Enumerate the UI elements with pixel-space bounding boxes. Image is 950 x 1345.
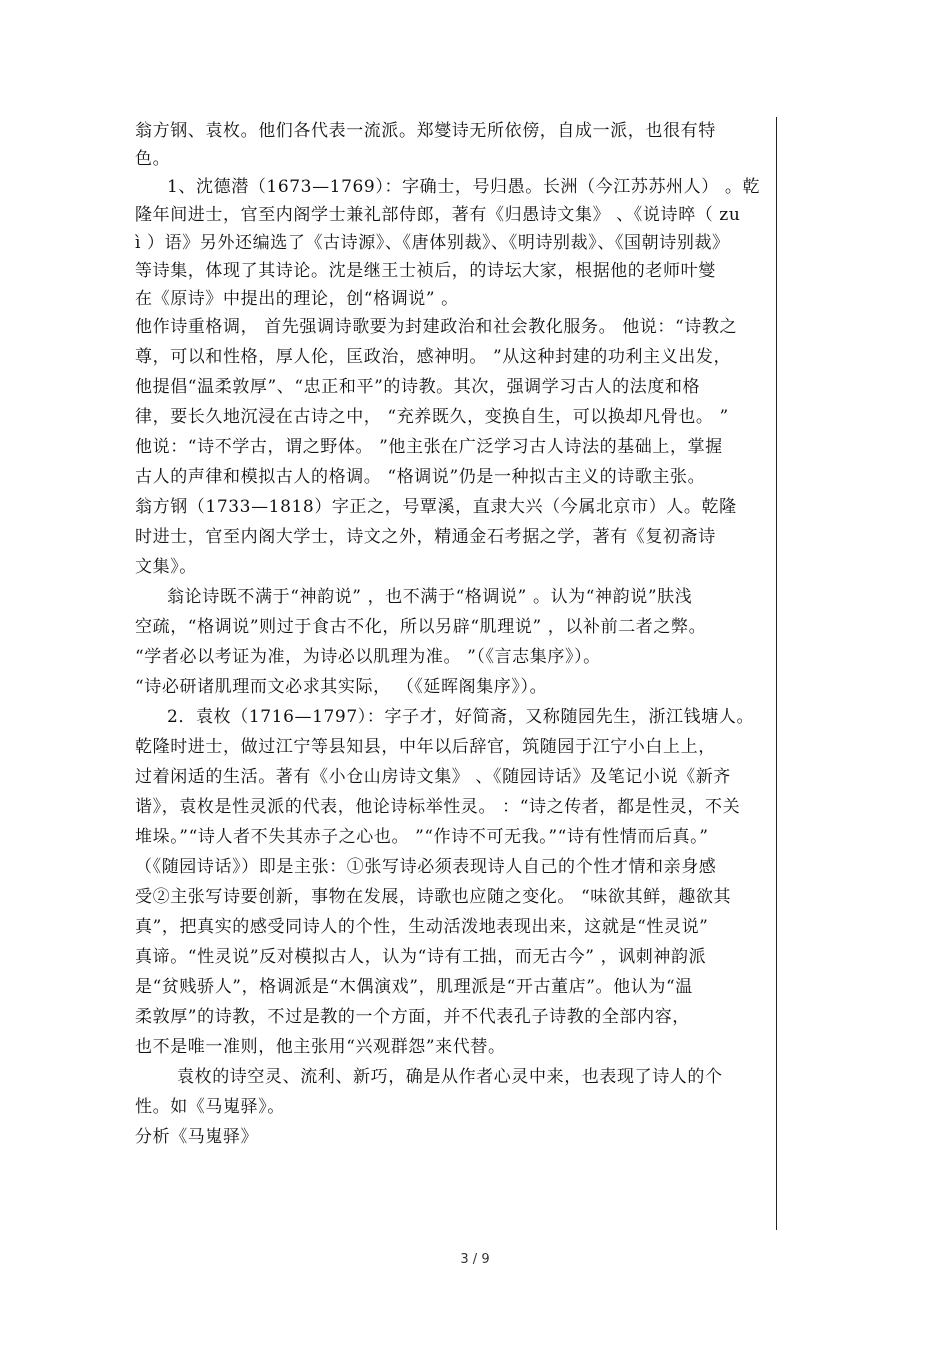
text-line: 色。: [135, 149, 171, 169]
text-line: 律，要长久地沉浸在古诗之中， “充养既久，变换自生，可以换却凡骨也。 ”: [135, 407, 729, 427]
text-line: 也不是唯一准则，他主张用“兴观群怨”来代替。: [135, 1037, 506, 1057]
text-line: 柔敦厚”的诗教，不过是教的一个方面，并不代表孔子诗教的全部内容，: [135, 1007, 690, 1027]
text-line: （《随园诗话》）即是主张：①张写诗必须表现诗人自己的个性才情和亲身感: [135, 857, 717, 877]
text-line: “学者必以考证为准，为诗必以肌理为准。 ”（《言志集序》）。: [135, 647, 601, 667]
text-line: 谐》，袁枚是性灵派的代表，他论诗标举性灵。 ：“诗之传者，都是性灵，不关: [135, 797, 741, 817]
text-line: 翁方钢、袁枚。他们各代表一流派。郑燮诗无所依傍，自成一派，也很有特: [135, 121, 716, 141]
text-line: ì ）语》另外还编选了《古诗源》、《唐体别裁》、《明诗别裁》、《国朝诗别裁》: [135, 233, 730, 253]
text-line: 他提倡“温柔敦厚”、“忠正和平”的诗教。其次，强调学习古人的法度和格: [135, 377, 701, 397]
text-line: 2．袁枚（1716—1797）：字子才，好简斋，又称随园先生，浙江钱塘人。: [167, 707, 755, 727]
text-line: “诗必研诸肌理而文必求其实际， （《延晖阁集序》）。: [135, 677, 548, 697]
text-line: 空疏，“格调说”则过于食古不化，所以另辟“肌理说” ，以补前二者之弊。: [135, 617, 707, 637]
text-line: 等诗集，体现了其诗论。沈是继王士祯后，的诗坛大家，根据他的老师叶燮: [135, 261, 716, 281]
text-line: 过着闲适的生活。著有《小仓山房诗文集》 、《随园诗话》及笔记小说《新齐: [135, 767, 731, 787]
text-line: 真”，把真实的感受同诗人的个性，生动活泼地表现出来，这就是“性灵说”: [135, 917, 709, 937]
text-line: 性。如《马嵬驿》。: [135, 1097, 285, 1117]
text-line: 文集》。: [135, 557, 197, 577]
text-line: 真谛。“性灵说”反对模拟古人，认为“诗有工拙，而无古今” ，讽刺神韵派: [135, 947, 707, 967]
text-line: 尊，可以和性格，厚人伦，匡政治，感神明。 ”从这种封建的功利主义出发，: [135, 347, 732, 367]
page-number: 3 / 9: [460, 1252, 490, 1267]
text-line: 受②主张写诗要创新，事物在发展，诗歌也应随之变化。 “味欲其鲜，趣欲其: [135, 887, 732, 907]
text-line: 翁方钢（1733—1818）字正之，号覃溪，直隶大兴（今属北京市）人。乾隆: [135, 497, 737, 517]
text-line: 隆年间进士，官至内阁学士兼礼部侍郎，著有《归愚诗文集》 、《说诗晬（ zu: [135, 205, 741, 225]
text-line: 他说：“诗不学古，谓之野体。 ”他主张在广泛学习古人诗法的基础上，掌握: [135, 437, 723, 457]
text-line: 他作诗重格调， 首先强调诗歌要为封建政治和社会教化服务。 他说：“诗教之: [135, 317, 738, 337]
text-line: 翁论诗既不满于“神韵说” ，也不满于“格调说” 。认为“神韵说”肤浅: [167, 587, 693, 607]
text-line: 是“贫贱骄人”，格调派是“木偶演戏”，肌理派是“开古董店”。他认为“温: [135, 977, 693, 997]
text-line: 乾隆时进士，做过江宁等县知县，中年以后辞官，筑随园于江宁小白上上，: [135, 737, 716, 757]
text-line: 在《原诗》中提出的理论，创“格调说” 。: [135, 289, 459, 309]
text-line: 分析《马嵬驿》: [135, 1127, 259, 1147]
text-line: 堆垛。”“诗人者不失其赤子之心也。 ”“作诗不可无我。”“诗有性情而后真。”: [135, 827, 709, 847]
page-right-border: [776, 117, 777, 1230]
text-line: 时进士，官至内阁大学士，诗文之外，精通金石考据之学，著有《复初斋诗: [135, 527, 716, 547]
text-line: 古人的声律和模拟古人的格调。 “格调说”仍是一种拟古主义的诗歌主张。: [135, 467, 706, 487]
text-line: 袁枚的诗空灵、流利、新巧，确是从作者心灵中来，也表现了诗人的个: [177, 1067, 723, 1087]
text-line: 1、沈德潜（1673—1769）：字确士，号归愚。长洲（今江苏苏州人） 。乾: [167, 177, 761, 197]
